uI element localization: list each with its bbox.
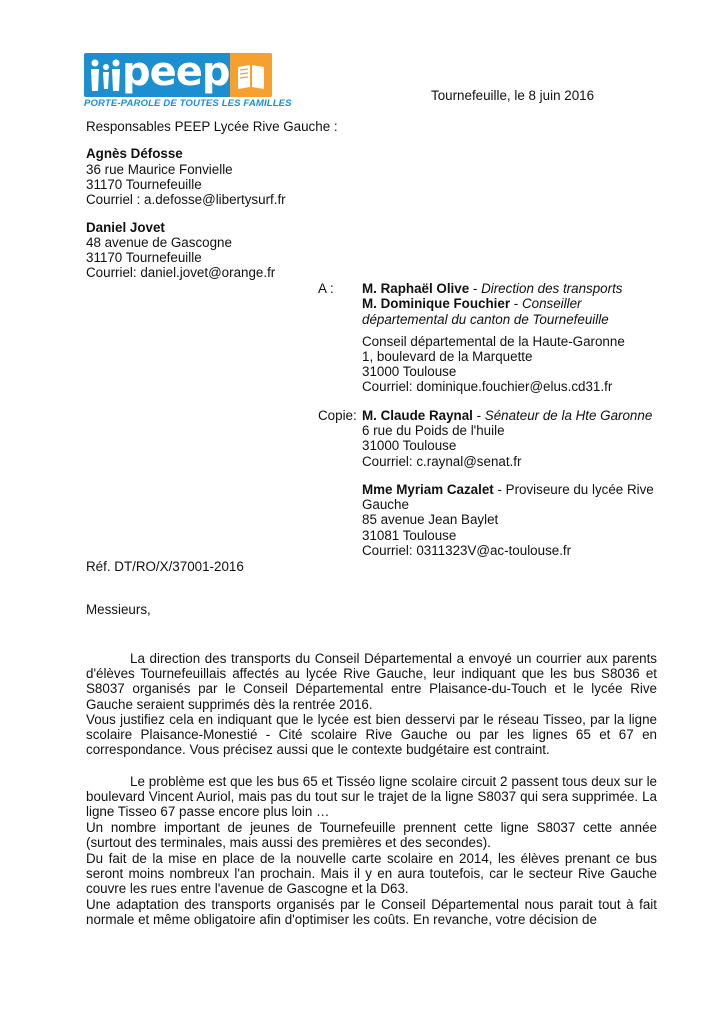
recipient-2-role-b: départemental du canton de Tournefeuille — [362, 312, 609, 327]
sender-2-address1: 48 avenue de Gascogne — [86, 235, 232, 250]
reference: Réf. DT/RO/X/37001-2016 — [86, 559, 244, 574]
logo-book-block — [230, 53, 272, 97]
sender-1-name: Agnès Défosse — [86, 146, 183, 161]
sender-2-address2: 31170 Tournefeuille — [86, 250, 202, 265]
copy-2-address1: 85 avenue Jean Baylet — [362, 512, 499, 527]
recipient-1-sep: - — [469, 281, 482, 296]
logo-tagline: PORTE-PAROLE DE TOUTES LES FAMILLES — [84, 98, 292, 109]
sender-2-email: Courriel: daniel.jovet@orange.fr — [86, 265, 276, 280]
copy-2-email: Courriel: 0311323V@ac-toulouse.fr — [362, 543, 572, 558]
recipient-2-name: M. Dominique Fouchier — [362, 296, 511, 311]
body-paragraph-5 — [86, 851, 657, 897]
copies-label: Copie: — [318, 408, 357, 423]
body-paragraph-2 — [86, 712, 657, 758]
recipient-address1: 1, boulevard de la Marquette — [362, 349, 533, 364]
book-icon — [230, 53, 272, 97]
copy-2-role-a: - Proviseure du lycée Rive — [493, 482, 654, 497]
recipient-2-role-a: Conseiller — [521, 296, 582, 311]
copy-2 — [362, 482, 654, 497]
recipient-address2: 31000 Toulouse — [362, 364, 457, 379]
recipient-email: Courriel: dominique.fouchier@elus.cd31.fr — [362, 379, 613, 394]
copy-1-email: Courriel: c.raynal@senat.fr — [362, 454, 522, 469]
copy-2-name: Mme Myriam Cazalet — [362, 482, 494, 497]
logo-banner — [84, 53, 272, 97]
recipient-org: Conseil départemental de la Haute-Garonne — [362, 334, 625, 349]
body-paragraph-4-text: Un nombre important de jeunes de Tournefeuille prennent cette ligne S8037 cette année (surtout des terminales, mais aussi des premières et des secondes). — [86, 820, 657, 851]
body-paragraph-1 — [86, 651, 657, 712]
logo-word: peep — [122, 53, 230, 95]
family-icon — [88, 57, 122, 95]
copy-1-address2: 31000 Toulouse — [362, 438, 457, 453]
recipient-2 — [362, 296, 582, 311]
senders-heading: Responsables PEEP Lycée Rive Gauche : — [86, 119, 338, 134]
copy-1-role: Sénateur de la Hte Garonne — [484, 408, 653, 423]
copy-1-name: M. Claude Raynal — [362, 408, 473, 423]
body-paragraph-6-text: Une adaptation des transports organisés par le Conseil Départemental nous parait tout à fait normale et même obligatoire afin d'optimiser les coûts. En revanche, votre décision de — [86, 897, 657, 928]
salutation: Messieurs, — [86, 602, 151, 617]
sender-1-address2: 31170 Tournefeuille — [86, 177, 202, 192]
body-paragraph-1-text: La direction des transports du Conseil Départemental a envoyé un courrier aux parents d'élèves Tournefeuillais affectés au lycée Rive Gauche, leur indiquant que les bus S8036 et S8037 organisés par le Conseil Départemental entre Plaisance-du-Touch et le lycée Rive Gauche seraient supprimés dès la rentrée 2016. — [86, 651, 657, 712]
sender-2-name: Daniel Jovet — [86, 220, 165, 235]
recipient-1-role: Direction des transports — [481, 281, 623, 296]
copy-2-address2: 31081 Toulouse — [362, 528, 457, 543]
copy-1-sep: - — [472, 408, 485, 423]
recipient-1-name: M. Raphaël Olive — [362, 281, 470, 296]
peep-logo — [84, 53, 292, 111]
recipients-label: A : — [318, 281, 334, 296]
sender-1-address1: 36 rue Maurice Fonvielle — [86, 162, 233, 177]
body-paragraph-5-text: Du fait de la mise en place de la nouvelle carte scolaire en 2014, les élèves prenant ce bus seront moins nombreux l'an prochain. Mais il y en aura toutefois, car le secteur Rive Gauche couvre les rues entre l'avenue de Gascogne et la D63. — [86, 851, 657, 897]
body-paragraph-3-text: Le problème est que les bus 65 et Tisséo ligne scolaire circuit 2 passent tous deux sur le boulevard Vincent Auriol, mais pas du tout sur le trajet de la ligne S8037 qui sera supprimée. La ligne Tisseo 67 passe encore plus loin … — [86, 774, 657, 820]
body-paragraph-4 — [86, 820, 657, 850]
body-paragraph-2-text: Vous justifiez cela en indiquant que le lycée est bien desservi par le réseau Tisseo, par la ligne scolaire Plaisance-Monestié - Cité scolaire Rive Gauche ou par les lignes 65 et 67 en correspondance. Vous précisez aussi que le contexte budgétaire est contraint. — [86, 712, 657, 758]
body-paragraph-3 — [86, 774, 657, 820]
recipient-2-sep: - — [510, 296, 522, 311]
copy-2-role-b: Gauche — [362, 497, 409, 512]
sender-1-email: Courriel : a.defosse@libertysurf.fr — [86, 192, 286, 207]
copy-1-address1: 6 rue du Poids de l'huile — [362, 423, 505, 438]
date-line: Tournefeuille, le 8 juin 2016 — [431, 88, 595, 103]
body-paragraph-6 — [86, 897, 657, 927]
recipient-1 — [362, 281, 622, 296]
copy-1 — [362, 408, 652, 423]
